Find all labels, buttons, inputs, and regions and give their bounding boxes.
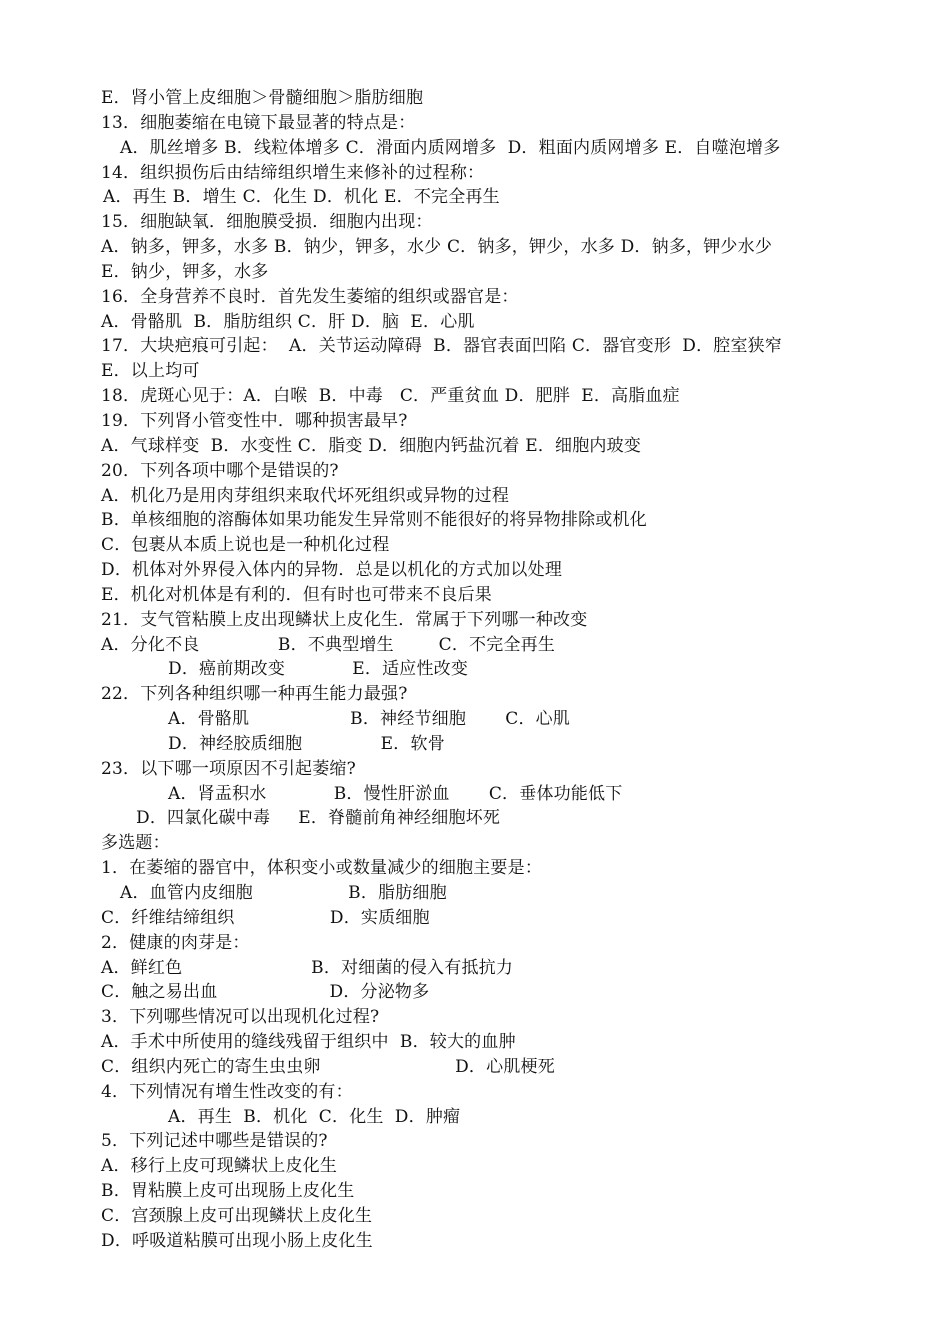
mc-options-1-cont: C．纤维结缔组织 D．实质细胞: [101, 907, 430, 928]
mc-options-2: A．鲜红色 B．对细菌的侵入有抵抗力: [101, 957, 514, 978]
mc-option-5a: A．移行上皮可现鳞状上皮化生: [101, 1156, 338, 1177]
option-20a: A．机化乃是用肉芽组织来取代坏死组织或异物的过程: [101, 485, 510, 506]
options-21-cont: D．癌前期改变 E．适应性改变: [168, 659, 469, 680]
question-13: 13．细胞萎缩在电镜下最显著的特点是：: [101, 112, 416, 133]
mc-options-3-cont: C．组织内死亡的寄生虫虫卵 D．心肌梗死: [101, 1056, 555, 1077]
mc-question-3: 3．下列哪些情况可以出现机化过程?: [101, 1007, 380, 1028]
question-17: 17．大块疤痕可引起： A．关节运动障碍 B．器官表面凹陷 C．器官变形 D．腔室狭窄: [101, 336, 783, 357]
mc-options-3: A．手术中所使用的缝线残留于组织中 B．较大的血肿: [101, 1032, 516, 1053]
mc-option-5b: B．胃粘膜上皮可出现肠上皮化生: [101, 1181, 355, 1202]
mc-question-1: 1．在萎缩的器官中，体积变小或数量减少的细胞主要是：: [101, 858, 543, 879]
question-19: 19．下列肾小管变性中．哪种损害最早?: [101, 410, 408, 431]
option-20c: C．包裹从本质上说也是一种机化过程: [101, 535, 390, 556]
options-21: A．分化不良 B．不典型增生 C．不完全再生: [101, 634, 556, 655]
options-14: A．再生 B．增生 C．化生 D．机化 E．不完全再生: [103, 187, 500, 208]
mc-options-4: A．再生 B．机化 C．化生 D．肿瘤: [168, 1106, 461, 1127]
question-14: 14．组织损伤后由结缔组织增生来修补的过程称：: [101, 162, 485, 183]
options-15: A．钠多，钾多，水多 B．钠少，钾多，水少 C．钠多，钾少，水多 D．钠多，钾少水少: [101, 237, 773, 258]
mc-question-2: 2．健康的肉芽是：: [101, 932, 250, 953]
options-16: A．骨骼肌 B．脂肪组织 C．肝 D．脑 E．心肌: [101, 311, 475, 332]
options-15-cont: E．钠少，钾多，水多: [101, 261, 269, 282]
question-21: 21．支气管粘膜上皮出现鳞状上皮化生．常属于下列哪一种改变: [101, 609, 588, 630]
options-22: A．骨骼肌 B．神经节细胞 C．心肌: [168, 709, 571, 730]
mc-option-5d: D．呼吸道粘膜可出现小肠上皮化生: [101, 1230, 373, 1251]
text-line: E．肾小管上皮细胞＞骨髓细胞＞脂肪细胞: [101, 88, 424, 108]
section-heading-multiple-choice: 多选题：: [101, 833, 170, 854]
mc-options-1: A．血管内皮细胞 B．脂肪细胞: [120, 883, 447, 903]
mc-option-5c: C．宫颈腺上皮可出现鳞状上皮化生: [101, 1205, 373, 1226]
options-22-cont: D．神经胶质细胞 E．软骨: [168, 733, 445, 754]
option-20b: B．单核细胞的溶酶体如果功能发生异常则不能很好的将异物排除或机化: [101, 510, 647, 531]
options-23: A．肾盂积水 B．慢性肝淤血 C．垂体功能低下: [168, 783, 623, 804]
options-13: A．肌丝增多 B．线粒体增多 C．滑面内质网增多 D．粗面内质网增多 E．自噬泡增多: [120, 137, 781, 158]
question-18: 18．虎斑心见于：A．白喉 B．中毒 C．严重贫血 D．肥胖 E．高脂血症: [101, 386, 680, 407]
option-20d: D．机体对外界侵入体内的异物．总是以机化的方式加以处理: [101, 560, 563, 581]
question-15: 15．细胞缺氧．细胞膜受损．细胞内出现：: [101, 212, 433, 233]
mc-question-4: 4．下列情况有增生性改变的有：: [101, 1081, 353, 1102]
question-20: 20．下列各项中哪个是错误的?: [101, 460, 339, 481]
document-page: [0, 86, 950, 1254]
options-23-cont: D．四氯化碳中毒 E．脊髓前角神经细胞坏死: [136, 808, 501, 829]
question-22: 22．下列各种组织哪一种再生能力最强?: [101, 684, 408, 705]
question-23: 23．以下哪一项原因不引起萎缩?: [101, 758, 356, 779]
options-17-cont: E．以上均可: [101, 361, 200, 382]
mc-options-2-cont: C．触之易出血 D．分泌物多: [101, 982, 430, 1003]
option-20e: E．机化对机体是有利的．但有时也可带来不良后果: [101, 584, 493, 605]
question-16: 16．全身营养不良时．首先发生萎缩的组织或器官是：: [101, 286, 519, 307]
options-19: A．气球样变 B．水变性 C．脂变 D．细胞内钙盐沉着 E．细胞内玻变: [101, 435, 642, 456]
mc-question-5: 5．下列记述中哪些是错误的?: [101, 1131, 328, 1152]
